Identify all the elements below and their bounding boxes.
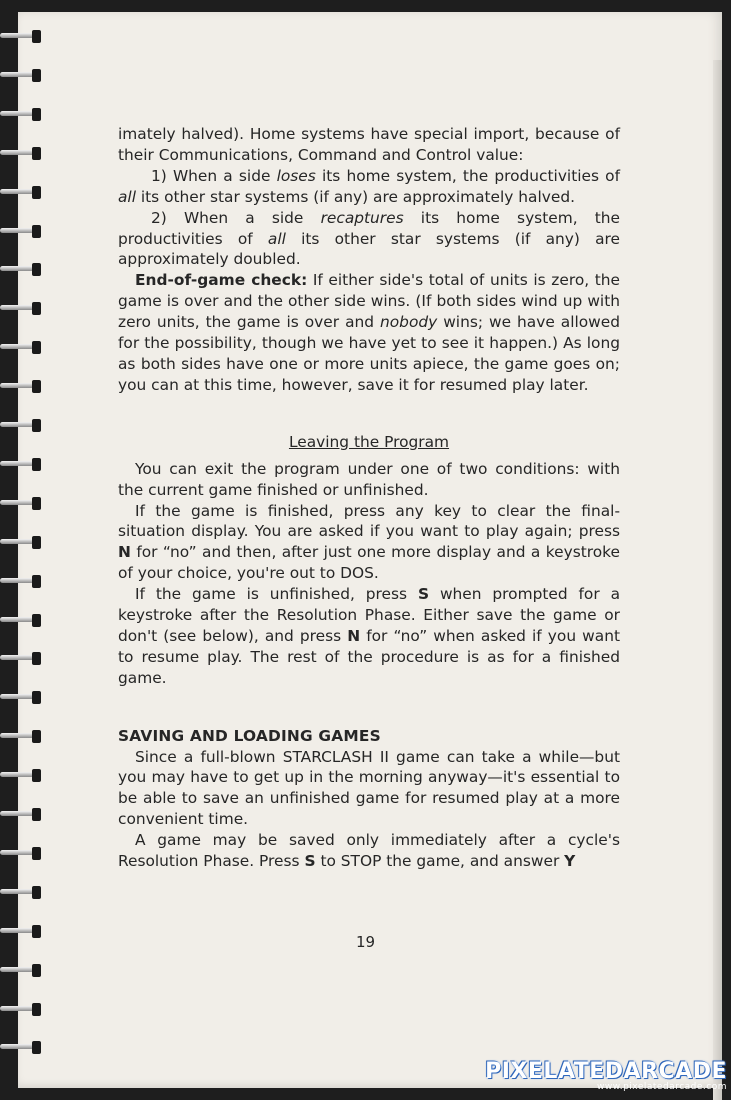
binding-ring: [0, 964, 44, 977]
binding-ring: [0, 419, 44, 432]
binding-ring: [0, 30, 44, 43]
text-run: its home system, the productivities of: [118, 208, 620, 248]
paragraph-home-systems: [118, 124, 620, 166]
text-run: N: [118, 543, 131, 562]
binding-ring: [0, 575, 44, 588]
binding-ring: [0, 536, 44, 549]
binding-ring: [0, 691, 44, 704]
paragraph-save-procedure: [118, 830, 620, 872]
binding-ring: [0, 1003, 44, 1016]
watermark-url: www.pixelatedarcade.com: [596, 1082, 727, 1092]
text-run: loses: [276, 166, 316, 185]
paragraph-save-essential: [118, 747, 620, 831]
watermark-name: PIXELATEDARCADE: [485, 1059, 727, 1084]
text-run: End-of-game check:: [135, 271, 308, 290]
binding-ring: [0, 458, 44, 471]
binding-ring: [0, 186, 44, 199]
text-run: for “no” when asked if you want to resume play. The rest of the procedure is as for a finished game.: [118, 626, 620, 687]
heading-saving-loading: SAVING AND LOADING GAMES: [118, 726, 381, 745]
paragraph-game-unfinished: [118, 584, 620, 689]
binding-ring: [0, 380, 44, 393]
binding-ring: [0, 263, 44, 276]
heading-leaving-program: Leaving the Program: [288, 432, 450, 451]
binding-ring: [0, 108, 44, 121]
body-text: [118, 124, 620, 872]
text-run: N: [347, 626, 361, 645]
paragraph-game-finished: [118, 501, 620, 585]
text-run: If either side's total of units is zero, the game is over and the other side wins. (If both sides wind up with zero units, the game is over and: [118, 271, 620, 332]
binding-ring: [0, 341, 44, 354]
item-loses-home-system: [118, 166, 620, 208]
page-number: 19: [355, 933, 376, 951]
binding-ring: [0, 69, 44, 82]
text-run: S: [304, 852, 316, 871]
text-run: 1) When a side: [151, 166, 277, 185]
end-of-game-check: [118, 270, 620, 395]
item-recaptures-home-system: [118, 208, 620, 271]
text-run: 2) When a side: [151, 208, 321, 227]
binding-ring: [0, 147, 44, 160]
text-run: its other star systems (if any) are approximately doubled.: [118, 229, 620, 269]
binding-ring: [0, 1041, 44, 1054]
text-run: imately halved). Home systems have special import, because of their Communications, Command and Control value:: [118, 125, 620, 164]
watermark: [485, 1059, 727, 1092]
binding-ring: [0, 614, 44, 627]
text-run: Y: [564, 852, 576, 871]
text-run: Since a full-blown STARCLASH II game can take a while—but you may have to get up in the morning anyway—it's essential to be able to save an unfinished game for resumed play at a more convenient time.: [118, 747, 620, 829]
text-run: If the game is unfinished, press: [135, 585, 418, 604]
text-run: A game may be saved only immediately after a cycle's Resolution Phase. Press: [118, 831, 620, 871]
text-run: You can exit the program under one of two conditions: with the current game finished or unfinished.: [118, 459, 620, 499]
binding-ring: [0, 730, 44, 743]
binding-ring: [0, 652, 44, 665]
spiral-binding: [0, 30, 48, 1070]
binding-ring: [0, 225, 44, 238]
text-run: nobody: [380, 313, 438, 332]
text-run: all: [267, 229, 286, 248]
text-run: recaptures: [320, 208, 404, 227]
text-run: for “no” and then, after just one more display and a keystroke of your choice, you're out to DOS.: [118, 543, 620, 583]
binding-ring: [0, 302, 44, 315]
text-run: wins; we have allowed for the possibility, though we have yet to see it happen.) As long as both sides have one or more units apiece, the game goes on; you can at this time, however, save it for resumed play later.: [118, 313, 620, 394]
text-run: all: [118, 187, 136, 206]
text-run: when prompted for a keystroke after the Resolution Phase. Either save the game or don't (see below), and press: [118, 585, 620, 645]
binding-ring: [0, 497, 44, 510]
binding-ring: [0, 808, 44, 821]
paragraph-exit-conditions: [118, 459, 620, 501]
text-run: its home system, the productivities of: [315, 166, 620, 185]
text-run: its other star systems (if any) are approximately halved.: [135, 187, 576, 206]
binding-ring: [0, 769, 44, 782]
text-run: S: [417, 585, 430, 604]
text-run: If the game is finished, press any key to clear the final-situation display. You are asked if you want to play again; press: [118, 501, 620, 541]
binding-ring: [0, 886, 44, 899]
binding-ring: [0, 847, 44, 860]
text-run: to STOP the game, and answer: [315, 852, 565, 871]
